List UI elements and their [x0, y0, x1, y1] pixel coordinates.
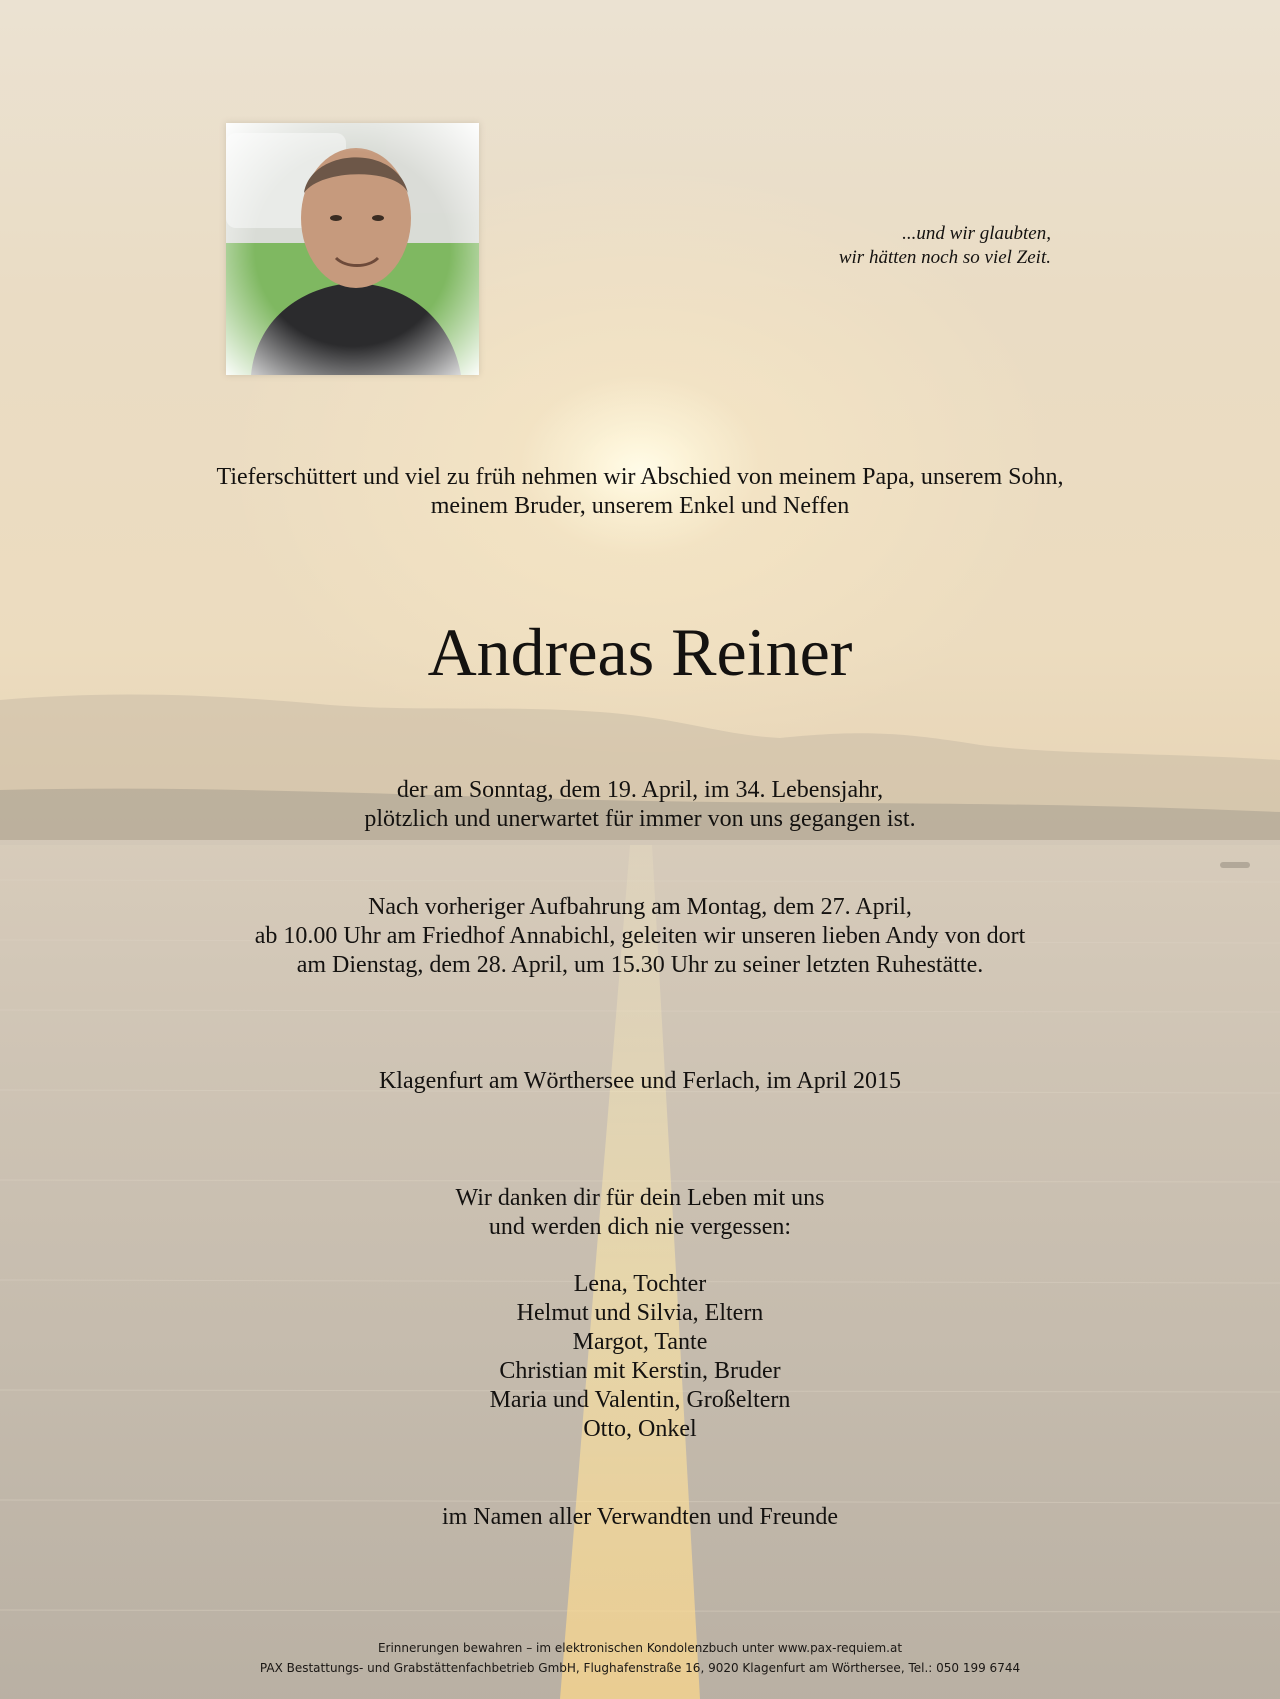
death-notice-text	[0, 776, 1280, 834]
intro-line: Tieferschüttert und viel zu früh nehmen wir Abschied von meinem Papa, unserem Sohn,	[216, 464, 1064, 490]
mourner-item: Maria und Valentin, Großeltern	[489, 1387, 791, 1413]
footer-address: PAX Bestattungs- und Grabstättenfachbetrieb GmbH, Flughafenstraße 16, 9020 Klagenfurt am Wörthersee, Tel.: 050 199 6744	[259, 1661, 1021, 1675]
thanks-line: Wir danken dir für dein Leben mit uns	[455, 1185, 825, 1211]
mourners-list	[0, 1270, 1280, 1444]
mourner-item: Otto, Onkel	[583, 1416, 697, 1442]
motto-line: ...und wir glaubten,	[902, 223, 1051, 244]
mourner-item: Helmut und Silvia, Eltern	[516, 1300, 764, 1326]
funeral-details	[0, 893, 1280, 980]
funeral-line: ab 10.00 Uhr am Friedhof Annabichl, geleiten wir unseren lieben Andy von dort	[254, 923, 1026, 949]
funeral-line: Nach vorheriger Aufbahrung am Montag, dem 27. April,	[368, 894, 912, 920]
motto-quote	[839, 222, 1051, 270]
mourner-item: Margot, Tante	[572, 1329, 708, 1355]
funeral-home-footer	[0, 1638, 1280, 1678]
thanks-line: und werden dich nie vergessen:	[488, 1214, 792, 1240]
portrait-photo	[226, 123, 479, 375]
place-and-date: Klagenfurt am Wörthersee und Ferlach, im April 2015	[378, 1068, 902, 1094]
death-line: der am Sonntag, dem 19. April, im 34. Lebensjahr,	[396, 777, 884, 803]
intro-line: meinem Bruder, unserem Enkel und Neffen	[430, 493, 850, 519]
intro-text	[0, 463, 1280, 521]
death-line: plötzlich und unerwartet für immer von uns gegangen ist.	[364, 806, 916, 832]
motto-line: wir hätten noch so viel Zeit.	[838, 247, 1051, 268]
mourner-item: Lena, Tochter	[573, 1271, 707, 1297]
mourner-item: Christian mit Kerstin, Bruder	[499, 1358, 781, 1384]
funeral-line: am Dienstag, dem 28. April, um 15.30 Uhr zu seiner letzten Ruhestätte.	[296, 952, 984, 978]
thanks-text	[0, 1184, 1280, 1242]
closing-line: im Namen aller Verwandten und Freunde	[441, 1504, 839, 1530]
footer-condolence-link[interactable]: Erinnerungen bewahren – im elektronischen Kondolenzbuch unter www.pax-requiem.at	[377, 1641, 903, 1655]
deceased-name: Andreas Reiner	[427, 614, 853, 690]
